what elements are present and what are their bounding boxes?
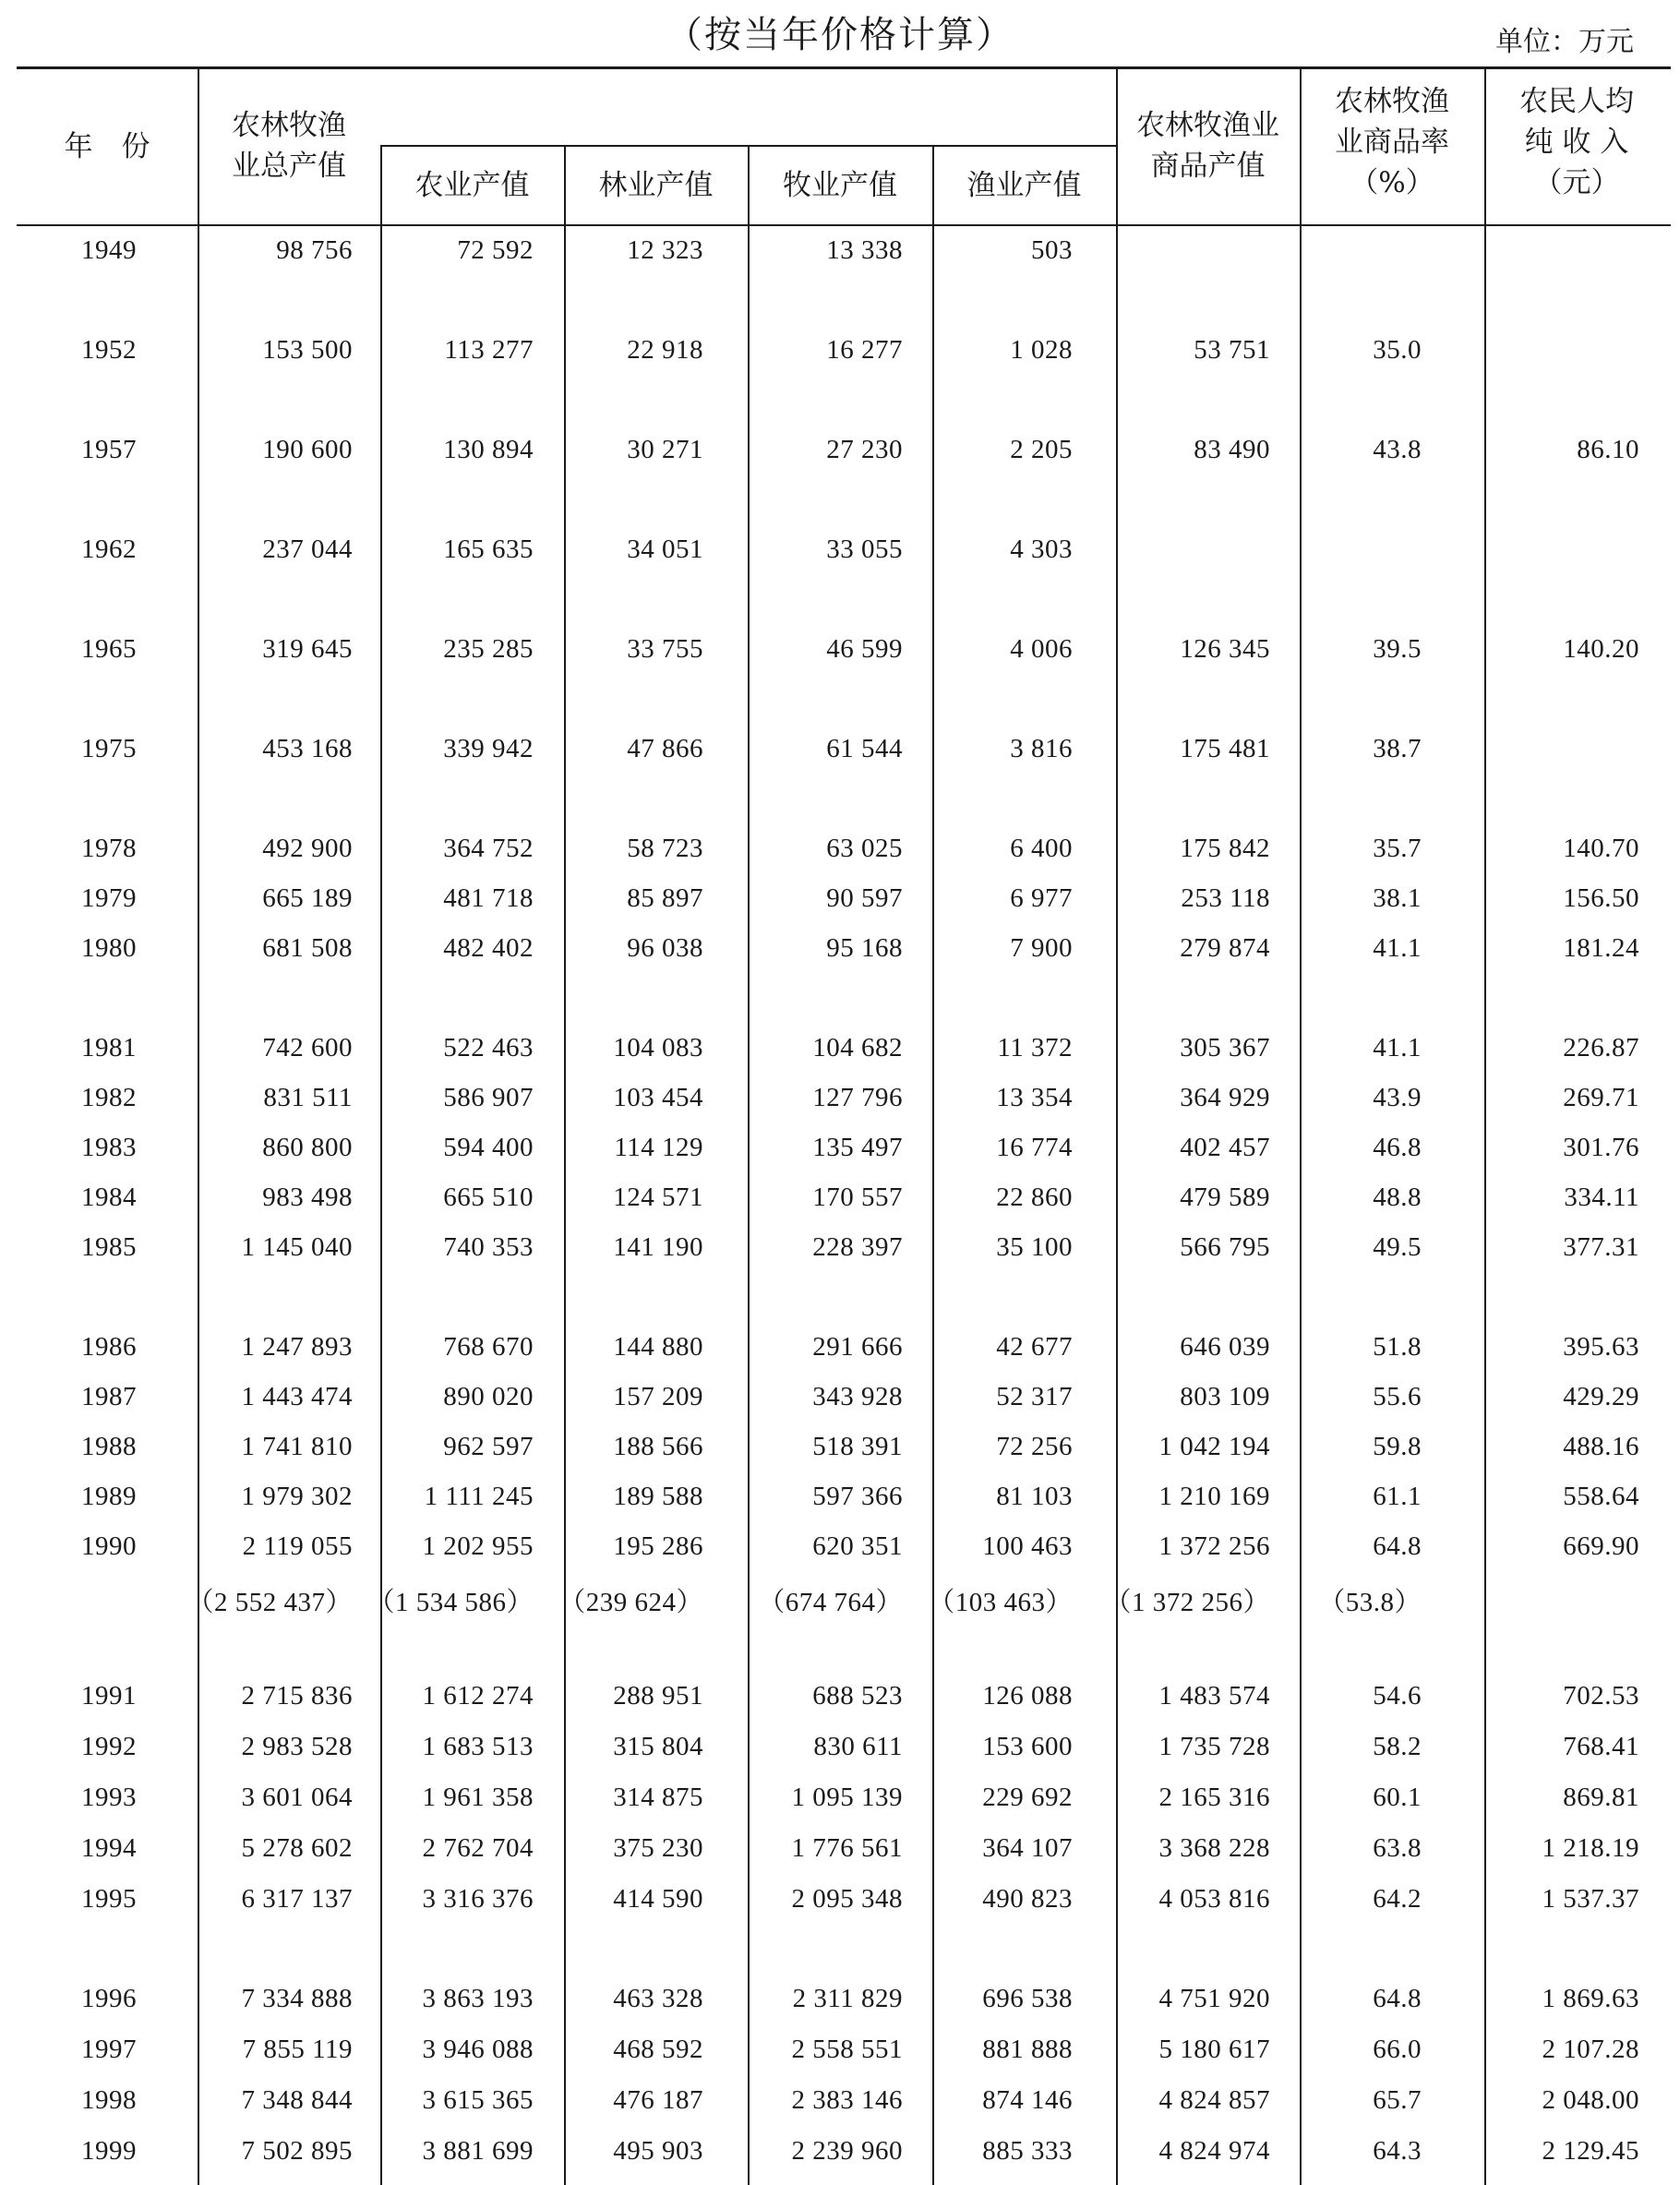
cell-forest: 22 918 (627, 335, 703, 365)
cell-fish: 35 100 (996, 1232, 1073, 1262)
cell-forest: 288 951 (613, 1681, 703, 1711)
cell-fish: 126 088 (982, 1681, 1073, 1711)
cell-rate: 51.8 (1373, 1332, 1422, 1362)
cell-commodity: 305 367 (1180, 1033, 1270, 1062)
cell-forest: 315 804 (613, 1732, 703, 1761)
cell-rate: 35.7 (1373, 834, 1422, 863)
cell-year: 1978 (81, 834, 137, 863)
cell-total: 1 247 893 (241, 1332, 353, 1362)
cell-agri: 2 762 704 (422, 1833, 534, 1863)
cell-total: 5 278 602 (241, 1833, 353, 1863)
cell-agri: 1 961 358 (422, 1783, 534, 1812)
cell-commodity: 402 457 (1180, 1133, 1270, 1162)
cell-forest: 375 230 (613, 1833, 703, 1863)
header-animal: 牧业产值 (783, 169, 897, 202)
cell-commodity: 4 751 920 (1158, 1984, 1270, 2013)
cell-forest: 47 866 (627, 734, 703, 763)
header-total: 农林牧渔 业总产值 (232, 109, 346, 183)
cell-rate: 58.2 (1373, 1732, 1422, 1761)
cell-commodity: （1 372 256） (1104, 1588, 1270, 1617)
cell-animal: 518 391 (812, 1432, 903, 1461)
cell-forest: 85 897 (627, 883, 703, 913)
cell-commodity: 175 842 (1180, 834, 1270, 863)
cell-rate: 43.8 (1373, 435, 1422, 464)
cell-year: 1979 (81, 883, 137, 913)
cell-agri: 3 863 193 (422, 1984, 534, 2013)
header-bottom-rule (17, 224, 1671, 226)
cell-year: 1990 (81, 1531, 137, 1561)
cell-agri: 1 683 513 (422, 1732, 534, 1761)
cell-animal: 620 351 (812, 1531, 903, 1561)
cell-fish: 881 888 (982, 2035, 1073, 2064)
cell-animal: 228 397 (812, 1232, 903, 1262)
cell-commodity: 1 372 256 (1158, 1531, 1270, 1561)
cell-forest: 188 566 (613, 1432, 703, 1461)
cell-forest: 30 271 (627, 435, 703, 464)
cell-year: 1989 (81, 1482, 137, 1511)
header-commodity: 农林牧渔业 商品产值 (1136, 109, 1279, 183)
cell-income: 488.16 (1563, 1432, 1639, 1461)
cell-income: 1 869.63 (1542, 1984, 1639, 2013)
cell-animal: 61 544 (826, 734, 903, 763)
cell-total: 6 317 137 (241, 1884, 353, 1914)
cell-total: 983 498 (262, 1183, 353, 1212)
cell-forest: 144 880 (613, 1332, 703, 1362)
cell-animal: 104 682 (812, 1033, 903, 1062)
cell-animal: 291 666 (812, 1332, 903, 1362)
cell-rate: 48.8 (1373, 1183, 1422, 1212)
cell-year: 1995 (81, 1884, 137, 1914)
cell-total: 3 601 064 (241, 1783, 353, 1812)
cell-income: 2 107.28 (1542, 2035, 1639, 2064)
cell-year: 1997 (81, 2035, 137, 2064)
cell-animal: 1 776 561 (791, 1833, 903, 1863)
top-rule (17, 66, 1671, 69)
cell-fish: 81 103 (996, 1482, 1073, 1511)
cell-agri: 3 881 699 (422, 2136, 534, 2166)
cell-fish: 4 303 (1010, 534, 1073, 564)
cell-animal: 95 168 (826, 933, 903, 963)
cell-total: 1 741 810 (241, 1432, 353, 1461)
cell-fish: 11 372 (997, 1033, 1073, 1062)
cell-income: 377.31 (1563, 1232, 1639, 1262)
cell-commodity: 803 109 (1180, 1382, 1270, 1411)
header-income: 农民人均 纯 收 入 （元） (1519, 85, 1634, 199)
cell-commodity: 4 053 816 (1158, 1884, 1270, 1914)
cell-income: 2 129.45 (1542, 2136, 1639, 2166)
cell-year: 1949 (81, 235, 137, 265)
cell-year: 1992 (81, 1732, 137, 1761)
cell-year: 1987 (81, 1382, 137, 1411)
cell-commodity: 1 483 574 (1158, 1681, 1270, 1711)
cell-animal: 2 095 348 (791, 1884, 903, 1914)
cell-agri: 1 111 245 (424, 1482, 534, 1511)
cell-forest: 414 590 (613, 1884, 703, 1914)
cell-rate: 64.8 (1373, 1984, 1422, 2013)
cell-year: 1991 (81, 1681, 137, 1711)
cell-agri: 962 597 (443, 1432, 534, 1461)
col-divider-2 (380, 146, 382, 2185)
cell-income: 1 218.19 (1542, 1833, 1639, 1863)
cell-rate: 55.6 (1373, 1382, 1422, 1411)
col-divider-6 (1116, 68, 1118, 2185)
cell-commodity: 279 874 (1180, 933, 1270, 963)
cell-animal: 2 558 551 (791, 2035, 903, 2064)
cell-fish: 100 463 (982, 1531, 1073, 1561)
cell-animal: 597 366 (812, 1482, 903, 1511)
cell-commodity: 5 180 617 (1158, 2035, 1270, 2064)
cell-year: 1981 (81, 1033, 137, 1062)
cell-animal: 343 928 (812, 1382, 903, 1411)
cell-fish: 6 977 (1010, 883, 1073, 913)
cell-commodity: 175 481 (1180, 734, 1270, 763)
cell-rate: 60.1 (1373, 1783, 1422, 1812)
cell-fish: 4 006 (1010, 634, 1073, 664)
cell-agri: 364 752 (443, 834, 534, 863)
col-divider-7 (1300, 68, 1302, 2185)
cell-year: 1986 (81, 1332, 137, 1362)
cell-year: 1984 (81, 1183, 137, 1212)
cell-forest: 157 209 (613, 1382, 703, 1411)
cell-fish: 52 317 (996, 1382, 1073, 1411)
cell-animal: 63 025 (826, 834, 903, 863)
cell-income: 869.81 (1563, 1783, 1639, 1812)
cell-agri: 1 612 274 (422, 1681, 534, 1711)
cell-fish: 72 256 (996, 1432, 1073, 1461)
cell-year: 1957 (81, 435, 137, 464)
cell-income: 558.64 (1563, 1482, 1639, 1511)
cell-income: 768.41 (1563, 1732, 1639, 1761)
cell-forest: 58 723 (627, 834, 703, 863)
cell-forest: 103 454 (613, 1083, 703, 1112)
cell-forest: 114 129 (614, 1133, 703, 1162)
cell-year: 1988 (81, 1432, 137, 1461)
cell-commodity: 364 929 (1180, 1083, 1270, 1112)
cell-total: 1 443 474 (241, 1382, 353, 1411)
cell-total: 2 715 836 (241, 1681, 353, 1711)
cell-commodity: 1 210 169 (1158, 1482, 1270, 1511)
cell-income: 269.71 (1563, 1083, 1639, 1112)
cell-forest: 141 190 (613, 1232, 703, 1262)
header-forest: 林业产值 (598, 169, 714, 202)
cell-forest: 96 038 (627, 933, 703, 963)
cell-fish: 364 107 (982, 1833, 1073, 1863)
cell-animal: 688 523 (812, 1681, 903, 1711)
cell-agri: （1 534 586） (367, 1588, 534, 1617)
cell-fish: 2 205 (1010, 435, 1073, 464)
cell-year: 1962 (81, 534, 137, 564)
cell-agri: 890 020 (443, 1382, 534, 1411)
cell-rate: 59.8 (1373, 1432, 1422, 1461)
cell-fish: 885 333 (982, 2136, 1073, 2166)
unit-label: 单位：万元 (1495, 26, 1634, 58)
cell-animal: 2 311 829 (792, 1984, 903, 2013)
cell-total: 7 502 895 (241, 2136, 353, 2166)
cell-year: 1985 (81, 1232, 137, 1262)
cell-rate: 38.1 (1373, 883, 1422, 913)
cell-total: 7 348 844 (241, 2085, 353, 2115)
cell-year: 1980 (81, 933, 137, 963)
cell-agri: 586 907 (443, 1083, 534, 1112)
cell-rate: 41.1 (1373, 1033, 1422, 1062)
cell-animal: 13 338 (826, 235, 903, 265)
cell-total: （2 552 437） (186, 1588, 353, 1617)
cell-animal: 16 277 (826, 335, 903, 365)
cell-rate: 61.1 (1373, 1482, 1422, 1511)
cell-forest: 495 903 (613, 2136, 703, 2166)
cell-agri: 113 277 (444, 335, 534, 365)
col-divider-3 (564, 146, 566, 2185)
cell-year: 1996 (81, 1984, 137, 2013)
cell-total: 492 900 (262, 834, 353, 863)
cell-forest: （239 624） (558, 1588, 703, 1617)
cell-rate: 46.8 (1373, 1133, 1422, 1162)
cell-forest: 34 051 (627, 534, 703, 564)
cell-forest: 195 286 (613, 1531, 703, 1561)
cell-fish: 153 600 (982, 1732, 1073, 1761)
cell-fish: 7 900 (1010, 933, 1073, 963)
cell-commodity: 253 118 (1181, 883, 1270, 913)
cell-agri: 130 894 (443, 435, 534, 464)
cell-commodity: 83 490 (1194, 435, 1270, 464)
cell-commodity: 2 165 316 (1158, 1783, 1270, 1812)
cell-rate: 64.8 (1373, 1531, 1422, 1561)
cell-animal: 27 230 (826, 435, 903, 464)
col-divider-1 (198, 68, 199, 2185)
cell-year: 1982 (81, 1083, 137, 1112)
cell-rate: 64.2 (1373, 1884, 1422, 1914)
cell-forest: 476 187 (613, 2085, 703, 2115)
cell-total: 742 600 (262, 1033, 353, 1062)
cell-agri: 768 670 (443, 1332, 534, 1362)
cell-agri: 72 592 (457, 235, 534, 265)
cell-commodity: 646 039 (1180, 1332, 1270, 1362)
table-title: （按当年价格计算） (666, 14, 1014, 56)
cell-commodity: 3 368 228 (1158, 1833, 1270, 1863)
cell-year: 1998 (81, 2085, 137, 2115)
cell-income: 2 048.00 (1542, 2085, 1639, 2115)
cell-animal: 33 055 (826, 534, 903, 564)
cell-commodity: 53 751 (1194, 335, 1270, 365)
cell-rate: 54.6 (1373, 1681, 1422, 1711)
cell-total: 98 756 (276, 235, 353, 265)
header-rate: 农林牧渔 业商品率 （%） (1335, 85, 1449, 199)
cell-agri: 3 946 088 (422, 2035, 534, 2064)
cell-rate: 39.5 (1373, 634, 1422, 664)
cell-total: 2 119 055 (242, 1531, 353, 1561)
cell-income: 301.76 (1563, 1133, 1639, 1162)
cell-rate: 35.0 (1373, 335, 1422, 365)
cell-animal: 1 095 139 (791, 1783, 903, 1812)
cell-animal: 2 239 960 (791, 2136, 903, 2166)
cell-agri: 3 316 376 (422, 1884, 534, 1914)
cell-fish: 503 (1031, 235, 1073, 265)
cell-year: 1993 (81, 1783, 137, 1812)
cell-rate: 38.7 (1373, 734, 1422, 763)
cell-animal: 90 597 (826, 883, 903, 913)
cell-total: 665 189 (262, 883, 353, 913)
cell-income: 702.53 (1563, 1681, 1639, 1711)
cell-income: 429.29 (1563, 1382, 1639, 1411)
cell-agri: 740 353 (443, 1232, 534, 1262)
cell-rate: 41.1 (1373, 933, 1422, 963)
cell-fish: 22 860 (996, 1183, 1073, 1212)
cell-agri: 3 615 365 (422, 2085, 534, 2115)
cell-fish: 16 774 (996, 1133, 1073, 1162)
cell-commodity: 4 824 974 (1158, 2136, 1270, 2166)
col-divider-5 (932, 146, 934, 2185)
cell-total: 319 645 (262, 634, 353, 664)
cell-commodity: 479 589 (1180, 1183, 1270, 1212)
cell-rate: （53.8） (1318, 1588, 1422, 1617)
cell-total: 681 508 (262, 933, 353, 963)
cell-income: 181.24 (1563, 933, 1639, 963)
cell-forest: 463 328 (613, 1984, 703, 2013)
cell-fish: 229 692 (982, 1783, 1073, 1812)
cell-year: 1975 (81, 734, 137, 763)
cell-forest: 314 875 (613, 1783, 703, 1812)
header-fish: 渔业产值 (966, 169, 1082, 202)
cell-total: 153 500 (262, 335, 353, 365)
cell-income: 156.50 (1563, 883, 1639, 913)
cell-forest: 189 588 (613, 1482, 703, 1511)
cell-total: 831 511 (263, 1083, 353, 1112)
cell-income: 334.11 (1564, 1183, 1639, 1212)
cell-forest: 12 323 (627, 235, 703, 265)
cell-year: 1994 (81, 1833, 137, 1863)
cell-fish: 696 538 (982, 1984, 1073, 2013)
cell-fish: 6 400 (1010, 834, 1073, 863)
cell-animal: 127 796 (812, 1083, 903, 1112)
cell-agri: 339 942 (443, 734, 534, 763)
cell-fish: 490 823 (982, 1884, 1073, 1914)
header-agri: 农业产值 (414, 169, 530, 202)
cell-fish: 42 677 (996, 1332, 1073, 1362)
cell-animal: 135 497 (812, 1133, 903, 1162)
cell-total: 1 979 302 (241, 1482, 353, 1511)
cell-year: 1999 (81, 2136, 137, 2166)
cell-income: 226.87 (1563, 1033, 1639, 1062)
cell-rate: 65.7 (1373, 2085, 1422, 2115)
cell-rate: 66.0 (1373, 2035, 1422, 2064)
cell-animal: 2 383 146 (791, 2085, 903, 2115)
cell-animal: 170 557 (812, 1183, 903, 1212)
cell-income: 395.63 (1563, 1332, 1639, 1362)
cell-forest: 468 592 (613, 2035, 703, 2064)
cell-fish: 13 354 (996, 1083, 1073, 1112)
cell-agri: 481 718 (443, 883, 534, 913)
cell-total: 860 800 (262, 1133, 353, 1162)
cell-income: 140.20 (1563, 634, 1639, 664)
col-divider-4 (748, 146, 750, 2185)
cell-agri: 1 202 955 (422, 1531, 534, 1561)
cell-fish: 3 816 (1010, 734, 1073, 763)
cell-year: 1983 (81, 1133, 137, 1162)
cell-agri: 594 400 (443, 1133, 534, 1162)
cell-income: 1 537.37 (1542, 1884, 1639, 1914)
cell-fish: （103 463） (928, 1588, 1073, 1617)
cell-commodity: 1 735 728 (1158, 1732, 1270, 1761)
cell-income: 140.70 (1563, 834, 1639, 863)
cell-forest: 104 083 (613, 1033, 703, 1062)
cell-total: 1 145 040 (241, 1232, 353, 1262)
cell-animal: 830 611 (813, 1732, 903, 1761)
cell-agri: 522 463 (443, 1033, 534, 1062)
cell-total: 237 044 (262, 534, 353, 564)
col-divider-8 (1484, 68, 1486, 2185)
cell-commodity: 126 345 (1180, 634, 1270, 664)
cell-agri: 165 635 (443, 534, 534, 564)
cell-agri: 665 510 (443, 1183, 534, 1212)
cell-commodity: 566 795 (1180, 1232, 1270, 1262)
cell-total: 2 983 528 (241, 1732, 353, 1761)
header-year: 年 份 (64, 130, 150, 163)
cell-fish: 874 146 (982, 2085, 1073, 2115)
cell-forest: 33 755 (627, 634, 703, 664)
cell-income: 669.90 (1563, 1531, 1639, 1561)
cell-forest: 124 571 (613, 1183, 703, 1212)
cell-total: 7 855 119 (242, 2035, 353, 2064)
cell-total: 453 168 (262, 734, 353, 763)
cell-agri: 235 285 (443, 634, 534, 664)
cell-animal: （674 764） (758, 1588, 903, 1617)
cell-rate: 64.3 (1373, 2136, 1422, 2166)
cell-total: 190 600 (262, 435, 353, 464)
cell-animal: 46 599 (826, 634, 903, 664)
cell-rate: 43.9 (1373, 1083, 1422, 1112)
cell-agri: 482 402 (443, 933, 534, 963)
cell-income: 86.10 (1577, 435, 1639, 464)
cell-year: 1952 (81, 335, 137, 365)
cell-fish: 1 028 (1010, 335, 1073, 365)
cell-commodity: 1 042 194 (1158, 1432, 1270, 1461)
cell-total: 7 334 888 (241, 1984, 353, 2013)
cell-rate: 49.5 (1373, 1232, 1422, 1262)
cell-rate: 63.8 (1373, 1833, 1422, 1863)
cell-year: 1965 (81, 634, 137, 664)
cell-commodity: 4 824 857 (1158, 2085, 1270, 2115)
